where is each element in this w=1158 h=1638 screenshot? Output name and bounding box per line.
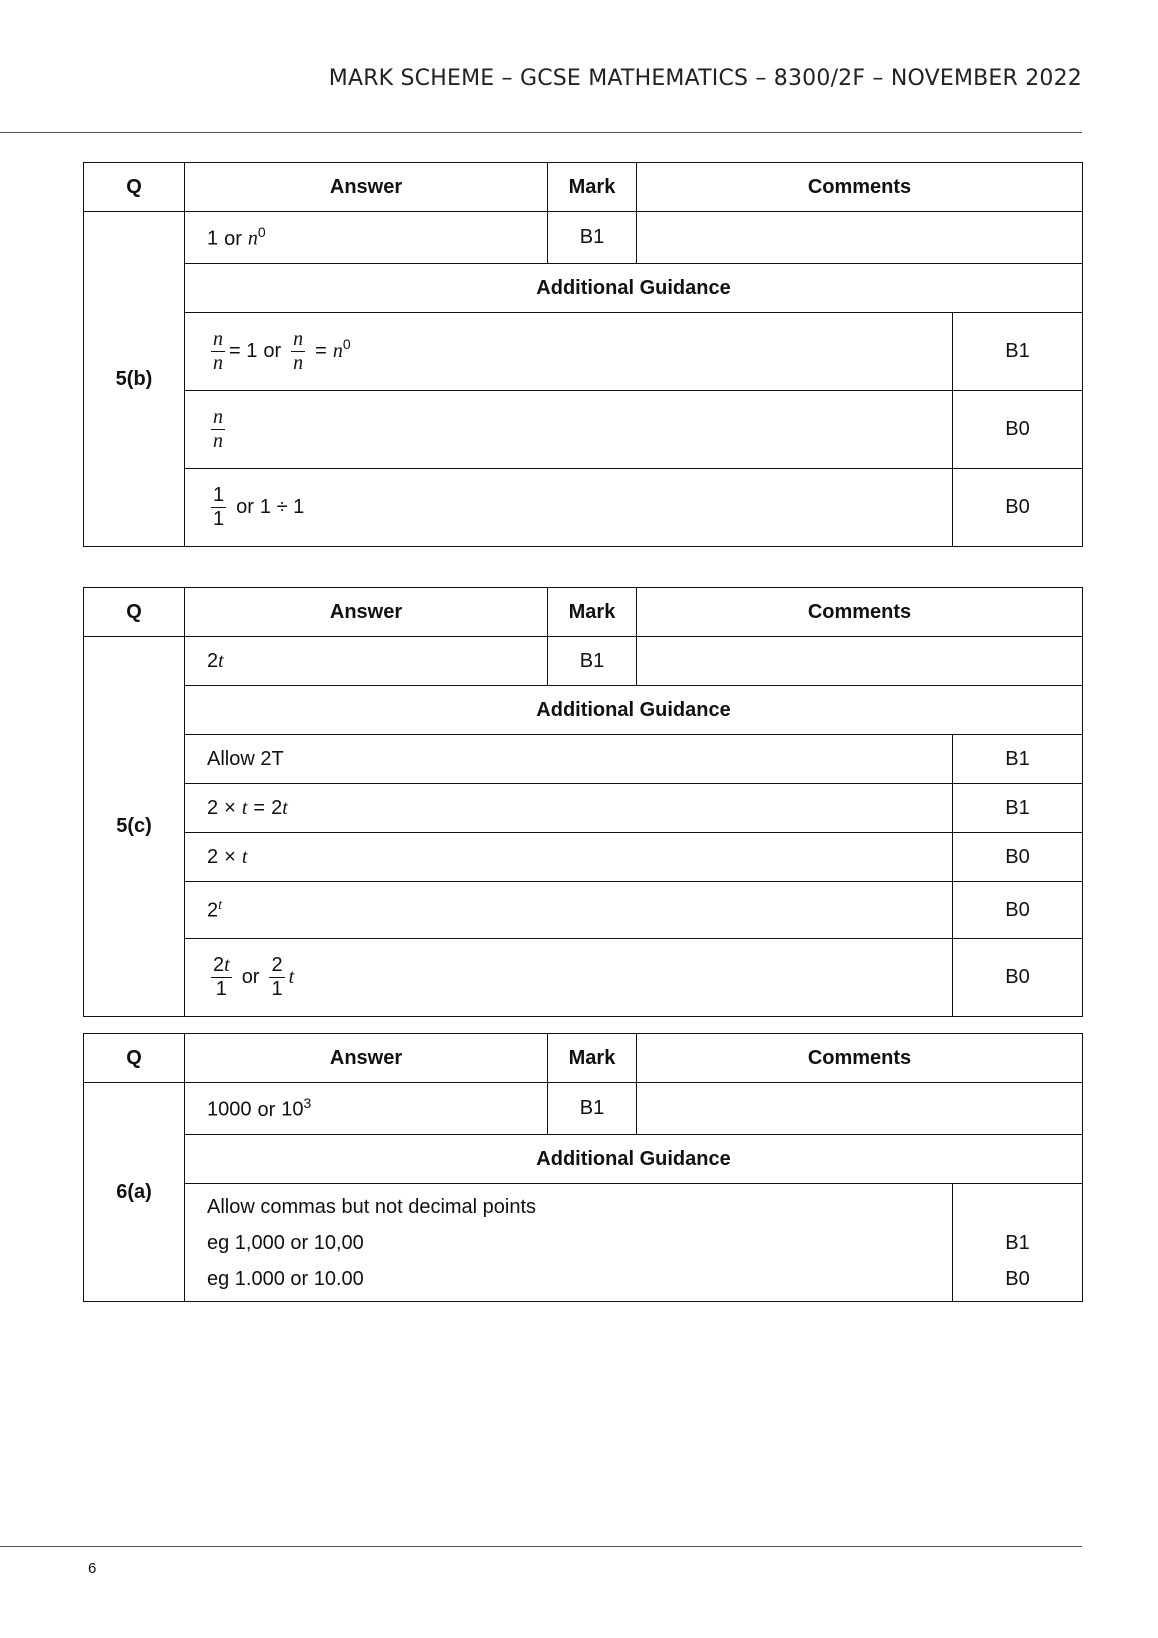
guidance-text: 2$^t$ bbox=[185, 882, 953, 939]
answer-cell: 2t bbox=[185, 637, 548, 686]
footer-divider bbox=[0, 1546, 1082, 1547]
mark-cell: B1 bbox=[548, 637, 637, 686]
guidance-text: $\frac{n}{n}$ bbox=[185, 391, 953, 469]
page-header-title: MARK SCHEME – GCSE MATHEMATICS – 8300/2F – NOVEMBER 2022 bbox=[328, 66, 1082, 91]
additional-guidance-heading: Additional Guidance bbox=[185, 1135, 1083, 1184]
guidance-mark: B0 bbox=[953, 939, 1083, 1017]
comments-cell bbox=[637, 637, 1083, 686]
answer-cell: 1 or $n^0$ bbox=[185, 212, 548, 264]
answer-cell: 1000 or $10^3$ bbox=[185, 1083, 548, 1135]
mark-cell: B1 bbox=[548, 212, 637, 264]
additional-guidance-heading: Additional Guidance bbox=[185, 686, 1083, 735]
col-header-comments: Comments bbox=[637, 1034, 1083, 1083]
guidance-text: $\frac{1}{1}$ or 1 ÷ 1 bbox=[185, 469, 953, 547]
guidance-mark: B1 B0 bbox=[953, 1184, 1083, 1302]
col-header-mark: Mark bbox=[548, 1034, 637, 1083]
col-header-answer: Answer bbox=[185, 1034, 548, 1083]
guidance-mark: B1 bbox=[953, 784, 1083, 833]
header-divider bbox=[0, 132, 1082, 133]
mark-cell: B1 bbox=[548, 1083, 637, 1135]
mark-table-6a bbox=[83, 1033, 1083, 1302]
col-header-q: Q bbox=[84, 163, 185, 212]
guidance-text: $\frac{n}{n}$ = 1 or $\frac{n}{n}$ = $n^0$ bbox=[185, 313, 953, 391]
additional-guidance-heading: Additional Guidance bbox=[185, 264, 1083, 313]
mark-table-5c bbox=[83, 587, 1083, 1017]
col-header-mark: Mark bbox=[548, 163, 637, 212]
guidance-mark: B0 bbox=[953, 391, 1083, 469]
col-header-comments: Comments bbox=[637, 588, 1083, 637]
comments-cell bbox=[637, 212, 1083, 264]
guidance-mark: B0 bbox=[953, 469, 1083, 547]
question-label: 5(b) bbox=[84, 212, 185, 547]
guidance-text: 2 × t bbox=[185, 833, 953, 882]
guidance-mark: B0 bbox=[953, 833, 1083, 882]
col-header-answer: Answer bbox=[185, 163, 548, 212]
guidance-text: $\frac{2t}{1}$ or $\frac{2}{1}$ t bbox=[185, 939, 953, 1017]
mark-table-5b bbox=[83, 162, 1083, 547]
guidance-mark: B1 bbox=[953, 313, 1083, 391]
guidance-text: Allow 2T bbox=[185, 735, 953, 784]
col-header-comments: Comments bbox=[637, 163, 1083, 212]
question-label: 5(c) bbox=[84, 637, 185, 1017]
comments-cell bbox=[637, 1083, 1083, 1135]
guidance-text: Allow commas but not decimal points eg 1,000 or 10,00 eg 1.000 or 10.00 bbox=[185, 1184, 953, 1302]
question-label: 6(a) bbox=[84, 1083, 185, 1302]
guidance-mark: B0 bbox=[953, 882, 1083, 939]
guidance-mark: B1 bbox=[953, 735, 1083, 784]
col-header-q: Q bbox=[84, 588, 185, 637]
col-header-answer: Answer bbox=[185, 588, 548, 637]
guidance-text: 2 × t = 2t bbox=[185, 784, 953, 833]
page-number: 6 bbox=[88, 1560, 97, 1577]
col-header-mark: Mark bbox=[548, 588, 637, 637]
col-header-q: Q bbox=[84, 1034, 185, 1083]
